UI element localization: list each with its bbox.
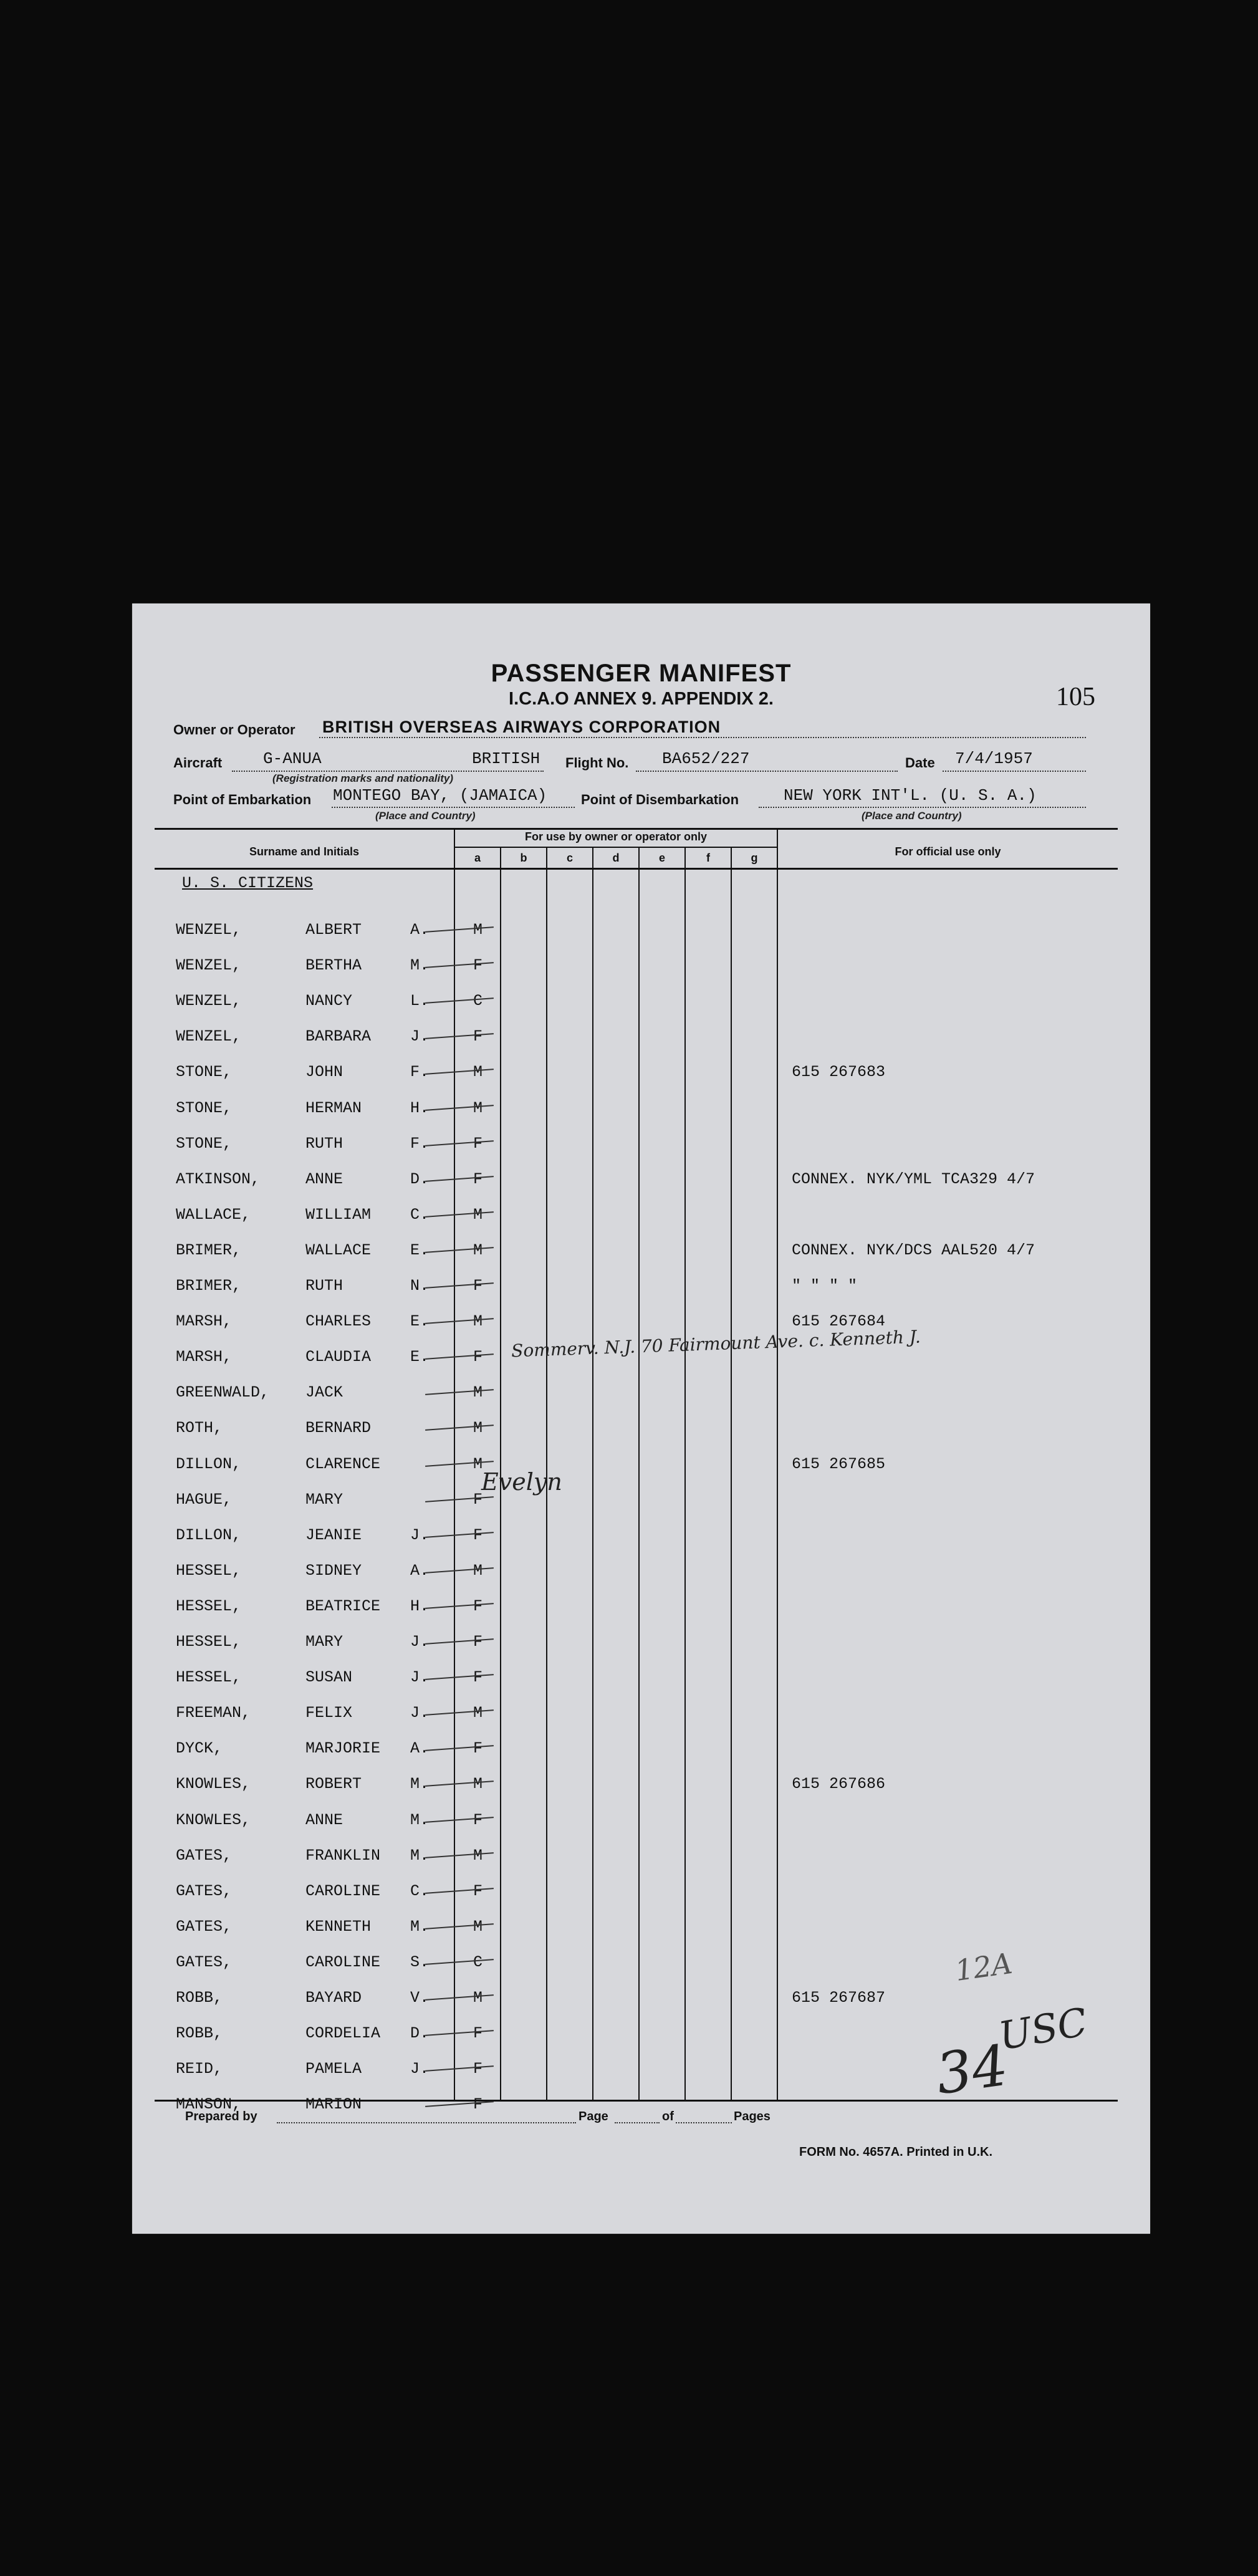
passenger-surname: WALLACE, — [176, 1205, 251, 1224]
official-note: 615 267687 — [792, 1989, 886, 2007]
disembark-place-note: (Place and Country) — [862, 810, 962, 822]
passenger-row — [132, 1695, 1150, 1728]
passenger-initial: F. — [410, 1134, 430, 1153]
check-stroke — [425, 926, 494, 933]
passenger-initial: F. — [410, 1063, 430, 1082]
aircraft-value: G-ANUA — [263, 749, 322, 768]
passenger-initial: C. — [410, 1882, 430, 1900]
passenger-first-name: CHARLES — [305, 1312, 372, 1331]
check-stroke — [425, 1745, 494, 1751]
col-f-header: f — [706, 852, 710, 864]
passenger-surname: ROTH, — [176, 1419, 223, 1438]
passenger-initial: S. — [410, 1953, 430, 1971]
passenger-first-name: MARJORIE — [305, 1739, 381, 1758]
passenger-first-name: KENNETH — [305, 1917, 372, 1936]
page-label: Page — [579, 2110, 608, 2123]
passenger-first-name: FELIX — [305, 1704, 353, 1723]
embark-place-note: (Place and Country) — [375, 810, 476, 822]
nationality-value: BRITISH — [472, 749, 540, 768]
passenger-first-name: BAYARD — [305, 1989, 362, 2007]
hague-handwritten-note: Evelyn — [481, 1468, 562, 1496]
check-stroke — [425, 1211, 494, 1218]
flight-label: Flight No. — [565, 755, 629, 771]
document-subtitle: I.C.A.O ANNEX 9. APPENDIX 2. — [509, 689, 774, 709]
passenger-initial: A. — [410, 921, 430, 939]
passenger-initial: H. — [410, 1098, 430, 1117]
passenger-first-name: WALLACE — [305, 1241, 372, 1259]
passenger-first-name: CLARENCE — [305, 1454, 381, 1473]
passenger-initial: V. — [410, 1989, 430, 2007]
embark-dots — [332, 807, 575, 808]
passenger-initial: M. — [410, 1775, 430, 1794]
passenger-first-name: MARY — [305, 1490, 343, 1509]
passenger-first-name: ROBERT — [305, 1775, 362, 1794]
official-note: 615 267684 — [792, 1312, 886, 1331]
passenger-surname: HESSEL, — [176, 1668, 242, 1687]
total-handwritten: 34 — [932, 2032, 1012, 2108]
passenger-row — [132, 1090, 1150, 1123]
col-a-header: a — [474, 852, 481, 864]
greenwald-handwritten-note: Sommerv. N.J. 70 Fairmount Ave. c. Kenneth J. — [511, 1326, 921, 1362]
passenger-initial: M. — [410, 956, 430, 975]
passenger-sex: F — [473, 2060, 483, 2079]
col-b-header: b — [520, 852, 527, 864]
passenger-first-name: ANNE — [305, 1810, 343, 1829]
passenger-surname: GREENWALD, — [176, 1383, 270, 1402]
passenger-sex: M — [473, 1383, 483, 1402]
passenger-initial: M. — [410, 1810, 430, 1829]
passenger-surname: DILLON, — [176, 1454, 242, 1473]
check-stroke — [425, 1247, 494, 1253]
passenger-sex: F — [473, 1739, 483, 1758]
check-stroke — [425, 1425, 494, 1431]
check-stroke — [425, 1069, 494, 1075]
passenger-surname: STONE, — [176, 1134, 233, 1153]
passenger-sex: M — [473, 1917, 483, 1936]
disembark-dots — [759, 807, 1086, 808]
passenger-row — [132, 1553, 1150, 1585]
passenger-sex: F — [473, 1633, 483, 1651]
form-number: FORM No. 4657A. Printed in U.K. — [799, 2145, 993, 2159]
passenger-first-name: CLAUDIA — [305, 1348, 372, 1367]
passenger-sex: F — [473, 1134, 483, 1153]
passenger-surname: HAGUE, — [176, 1490, 233, 1509]
col-e-header: e — [658, 852, 665, 864]
check-stroke — [425, 1852, 494, 1858]
check-stroke — [425, 1140, 494, 1146]
passenger-row — [132, 1019, 1150, 1051]
passenger-sex: M — [473, 1419, 483, 1438]
check-stroke — [425, 1603, 494, 1609]
passenger-row — [132, 1268, 1150, 1300]
check-stroke — [425, 1994, 494, 2001]
passenger-surname: ROBB, — [176, 1989, 223, 2007]
passenger-initial: N. — [410, 1277, 430, 1295]
check-stroke — [425, 1638, 494, 1645]
check-stroke — [425, 1567, 494, 1574]
passenger-sex: M — [473, 1098, 483, 1117]
passenger-initial: J. — [410, 1027, 430, 1046]
passenger-initial: J. — [410, 1704, 430, 1723]
passenger-row — [132, 1731, 1150, 1763]
passenger-sex: M — [473, 1205, 483, 1224]
passenger-first-name: FRANKLIN — [305, 1846, 381, 1865]
passenger-surname: ATKINSON, — [176, 1170, 261, 1188]
check-stroke — [425, 1282, 494, 1289]
passenger-initial: J. — [410, 1633, 430, 1651]
passenger-sex: F — [473, 1810, 483, 1829]
check-stroke — [425, 1817, 494, 1823]
passenger-surname: GATES, — [176, 1882, 233, 1900]
passenger-first-name: MARY — [305, 1633, 343, 1651]
owner-label: Owner or Operator — [173, 722, 295, 738]
check-stroke — [425, 2030, 494, 2036]
registration-note: (Registration marks and nationality) — [272, 772, 453, 784]
page-number: 105 — [1056, 683, 1095, 711]
passenger-surname: MARSH, — [176, 1312, 233, 1331]
passenger-surname: BRIMER, — [176, 1277, 242, 1295]
passenger-first-name: CORDELIA — [305, 2024, 381, 2043]
passenger-surname: STONE, — [176, 1098, 233, 1117]
passenger-row — [132, 1482, 1150, 1514]
passenger-initial: E. — [410, 1348, 430, 1367]
passenger-surname: GATES, — [176, 1846, 233, 1865]
col-g-header: g — [751, 852, 758, 864]
passenger-sex: F — [473, 2024, 483, 2043]
passenger-initial: M. — [410, 1917, 430, 1936]
official-note: CONNEX. NYK/DCS AAL520 4/7 — [792, 1241, 1035, 1259]
official-note: 615 267683 — [792, 1063, 886, 1082]
passenger-surname: HESSEL, — [176, 1633, 242, 1651]
passenger-row — [132, 1980, 1150, 2012]
check-stroke — [425, 1318, 494, 1324]
passenger-sex: F — [473, 956, 483, 975]
check-stroke — [425, 1959, 494, 1965]
passenger-initial: L. — [410, 992, 430, 1011]
passenger-sex: F — [473, 2095, 483, 2114]
date-value: 7/4/1957 — [955, 749, 1033, 768]
passenger-row — [132, 912, 1150, 944]
check-stroke — [425, 962, 494, 968]
pages-label: Pages — [734, 2110, 771, 2123]
check-stroke — [425, 2065, 494, 2072]
passenger-surname: STONE, — [176, 1063, 233, 1082]
check-stroke — [425, 1923, 494, 1930]
passenger-sex: F — [473, 1170, 483, 1188]
of-dots — [676, 2122, 732, 2123]
passenger-surname: WENZEL, — [176, 921, 242, 939]
passenger-initial: J. — [410, 1668, 430, 1687]
aircraft-dots — [232, 771, 544, 772]
date-dots — [943, 771, 1086, 772]
passenger-sex: M — [473, 1775, 483, 1794]
manifest-sheet — [132, 603, 1150, 2234]
passenger-first-name: NANCY — [305, 992, 353, 1011]
passenger-sex: F — [473, 1277, 483, 1295]
passenger-first-name: PAMELA — [305, 2060, 362, 2079]
passenger-row — [132, 1233, 1150, 1265]
passenger-surname: KNOWLES, — [176, 1810, 251, 1829]
official-header: For official use only — [895, 845, 1001, 858]
passenger-row — [132, 1126, 1150, 1158]
passenger-row — [132, 1446, 1150, 1479]
check-stroke — [425, 1496, 494, 1502]
passenger-first-name: MARION — [305, 2095, 362, 2114]
passenger-first-name: WILLIAM — [305, 1205, 372, 1224]
passenger-initial: A. — [410, 1561, 430, 1580]
passenger-row — [132, 1766, 1150, 1799]
passenger-sex: M — [473, 1454, 483, 1473]
document-title: PASSENGER MANIFEST — [491, 660, 792, 687]
passenger-sex: M — [473, 1561, 483, 1580]
check-stroke — [425, 1353, 494, 1360]
passenger-row — [132, 1197, 1150, 1229]
disembark-value: NEW YORK INT'L. (U. S. A.) — [784, 786, 1037, 805]
of-label: of — [662, 2110, 674, 2123]
passenger-first-name: RUTH — [305, 1134, 343, 1153]
passenger-row — [132, 1624, 1150, 1656]
passenger-surname: HESSEL, — [176, 1561, 242, 1580]
passenger-first-name: JEANIE — [305, 1526, 362, 1544]
check-stroke — [425, 1389, 494, 1395]
check-stroke — [425, 1709, 494, 1716]
passenger-surname: KNOWLES, — [176, 1775, 251, 1794]
passenger-row — [132, 1588, 1150, 1621]
passenger-first-name: ANNE — [305, 1170, 343, 1188]
passenger-surname: DYCK, — [176, 1739, 223, 1758]
prepared-by-dots — [277, 2122, 576, 2123]
passenger-initial: H. — [410, 1597, 430, 1615]
check-stroke — [425, 1033, 494, 1039]
passenger-first-name: SIDNEY — [305, 1561, 362, 1580]
passenger-sex: M — [473, 1063, 483, 1082]
check-stroke — [425, 1888, 494, 1894]
passenger-sex: M — [473, 1989, 483, 2007]
passenger-sex: M — [473, 1241, 483, 1259]
passenger-row — [132, 1161, 1150, 1194]
passenger-initial: A. — [410, 1739, 430, 1758]
official-note: 615 267686 — [792, 1775, 886, 1794]
passenger-sex: F — [473, 1490, 483, 1509]
owner-use-rule — [454, 847, 777, 848]
passenger-initial: E. — [410, 1241, 430, 1259]
passenger-sex: F — [473, 1027, 483, 1046]
passenger-sex: F — [473, 1882, 483, 1900]
passenger-row — [132, 1304, 1150, 1336]
passenger-surname: WENZEL, — [176, 1027, 242, 1046]
passenger-sex: C — [473, 992, 483, 1011]
passenger-row — [132, 1517, 1150, 1550]
passenger-initial: J. — [410, 2060, 430, 2079]
official-note: " " " " — [792, 1277, 858, 1295]
margin-handwritten-note: 12A — [953, 1946, 1015, 1988]
passenger-surname: DILLON, — [176, 1526, 242, 1544]
passenger-sex: C — [473, 1953, 483, 1971]
passenger-surname: WENZEL, — [176, 956, 242, 975]
check-stroke — [425, 997, 494, 1004]
prepared-by-label: Prepared by — [185, 2110, 257, 2123]
passenger-initial: M. — [410, 1846, 430, 1865]
passenger-row — [132, 1873, 1150, 1906]
page-dots — [615, 2122, 660, 2123]
total-suffix-handwritten: USC — [995, 1999, 1091, 2059]
owner-dots — [319, 737, 1086, 738]
disembark-label: Point of Disembarkation — [581, 792, 739, 807]
check-stroke — [425, 1674, 494, 1680]
check-stroke — [425, 1105, 494, 1111]
passenger-row — [132, 1410, 1150, 1443]
passenger-surname: GATES, — [176, 1953, 233, 1971]
embark-value: MONTEGO BAY, (JAMAICA) — [333, 786, 547, 805]
passenger-first-name: CAROLINE — [305, 1953, 381, 1971]
passenger-first-name: BERNARD — [305, 1419, 372, 1438]
passenger-first-name: SUSAN — [305, 1668, 353, 1687]
passenger-row — [132, 983, 1150, 1016]
section-label: U. S. CITIZENS — [182, 874, 314, 892]
flight-value: BA652/227 — [662, 749, 750, 768]
owner-use-header: For use by owner or operator only — [524, 830, 708, 843]
passenger-row — [132, 1838, 1150, 1870]
passenger-first-name: BEATRICE — [305, 1597, 381, 1615]
passenger-first-name: ALBERT — [305, 921, 362, 939]
owner-value: BRITISH OVERSEAS AIRWAYS CORPORATION — [322, 718, 721, 736]
passenger-surname: REID, — [176, 2060, 223, 2079]
official-note: CONNEX. NYK/YML TCA329 4/7 — [792, 1170, 1035, 1188]
table-top-rule — [155, 828, 1118, 830]
passenger-surname: WENZEL, — [176, 992, 242, 1011]
passenger-first-name: BARBARA — [305, 1027, 372, 1046]
passenger-first-name: HERMAN — [305, 1098, 362, 1117]
passenger-row — [132, 1660, 1150, 1692]
passenger-sex: M — [473, 921, 483, 939]
passenger-initial: C. — [410, 1205, 430, 1224]
passenger-surname: MANSON, — [176, 2095, 242, 2114]
passenger-first-name: JOHN — [305, 1063, 343, 1082]
check-stroke — [425, 1176, 494, 1182]
passenger-initial: D. — [410, 2024, 430, 2043]
flight-dots — [636, 771, 898, 772]
passenger-surname: BRIMER, — [176, 1241, 242, 1259]
passenger-sex: F — [473, 1348, 483, 1367]
table-header-rule — [155, 868, 1118, 870]
official-note: 615 267685 — [792, 1454, 886, 1473]
col-c-header: c — [566, 852, 573, 864]
passenger-first-name: RUTH — [305, 1277, 343, 1295]
passenger-row — [132, 1375, 1150, 1407]
passenger-surname: ROBB, — [176, 2024, 223, 2043]
passenger-sex: F — [473, 1597, 483, 1615]
passenger-initial: D. — [410, 1170, 430, 1188]
passenger-sex: F — [473, 1668, 483, 1687]
date-label: Date — [905, 755, 935, 771]
surname-header: Surname and Initials — [249, 845, 360, 858]
check-stroke — [425, 1461, 494, 1467]
passenger-surname: HESSEL, — [176, 1597, 242, 1615]
aircraft-label: Aircraft — [173, 755, 223, 771]
check-stroke — [425, 1781, 494, 1787]
passenger-row — [132, 1909, 1150, 1941]
col-d-header: d — [612, 852, 620, 864]
passenger-sex: M — [473, 1704, 483, 1723]
passenger-first-name: BERTHA — [305, 956, 362, 975]
check-stroke — [425, 2101, 494, 2107]
check-stroke — [425, 1532, 494, 1538]
passenger-sex: M — [473, 1846, 483, 1865]
passenger-surname: FREEMAN, — [176, 1704, 251, 1723]
passenger-surname: MARSH, — [176, 1348, 233, 1367]
passenger-initial: J. — [410, 1526, 430, 1544]
passenger-sex: F — [473, 1526, 483, 1544]
passenger-initial: E. — [410, 1312, 430, 1331]
passenger-surname: GATES, — [176, 1917, 233, 1936]
passenger-sex: M — [473, 1312, 483, 1331]
passenger-first-name: CAROLINE — [305, 1882, 381, 1900]
passenger-row — [132, 1802, 1150, 1835]
embark-label: Point of Embarkation — [173, 792, 312, 807]
passenger-row — [132, 1054, 1150, 1087]
passenger-row — [132, 948, 1150, 980]
passenger-first-name: JACK — [305, 1383, 343, 1402]
